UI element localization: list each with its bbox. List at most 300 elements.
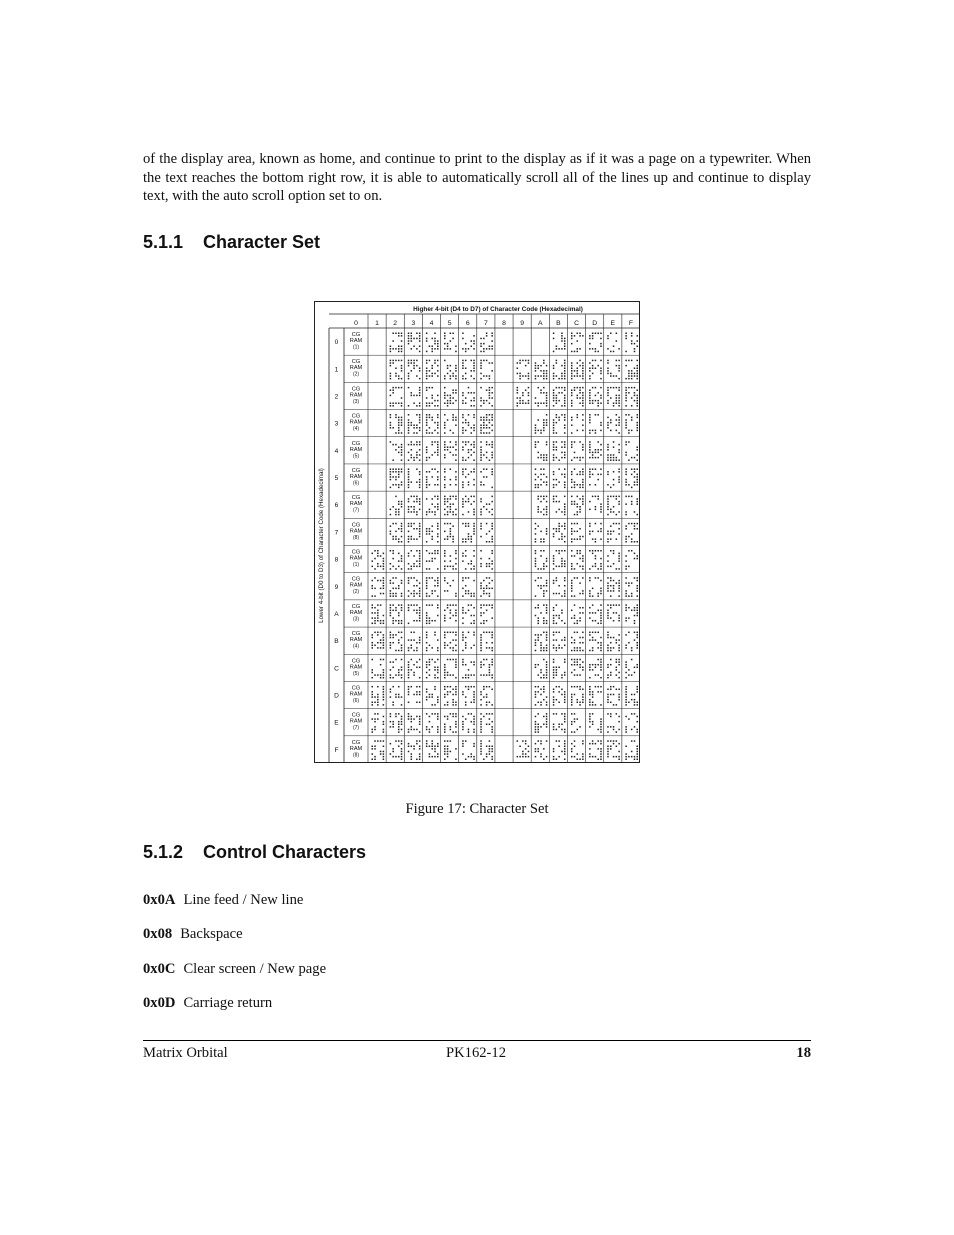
glyph-cell: [462, 577, 475, 597]
glyph-dot: [455, 476, 457, 478]
glyph-dot: [571, 702, 573, 704]
glyph-dot: [535, 402, 537, 404]
glyph-dot: [411, 506, 413, 508]
glyph-dot: [564, 362, 566, 364]
glyph-dot: [589, 694, 591, 696]
glyph-dot: [600, 661, 602, 663]
glyph-dot: [491, 674, 493, 676]
glyph-dot: [625, 759, 627, 761]
glyph-dot: [595, 756, 597, 758]
section-number: 5.1.1: [143, 232, 184, 252]
glyph-dot: [450, 604, 452, 606]
glyph-dot: [372, 560, 374, 562]
glyph-dot: [483, 659, 485, 661]
glyph-dot: [465, 686, 467, 688]
glyph-dot: [377, 610, 379, 612]
glyph-dot: [597, 610, 599, 612]
glyph-dot: [468, 536, 470, 538]
glyph-dot: [577, 506, 579, 508]
glyph-dot: [540, 702, 542, 704]
glyph-dot: [556, 713, 558, 715]
glyph-cell: [589, 523, 602, 543]
glyph-dot: [434, 669, 436, 671]
glyph-dot: [390, 345, 392, 347]
glyph-dot: [444, 468, 446, 470]
glyph-dot: [631, 550, 633, 552]
glyph-dot: [480, 441, 482, 443]
glyph-dot: [468, 593, 470, 595]
glyph-dot: [577, 553, 579, 555]
glyph-dot: [437, 585, 439, 587]
glyph-dot: [528, 378, 530, 380]
glyph-dot: [607, 348, 609, 350]
glyph-dot: [429, 595, 431, 597]
glyph-dot: [408, 509, 410, 511]
glyph-dot: [579, 360, 581, 362]
glyph-dot: [600, 612, 602, 614]
glyph-dot: [434, 496, 436, 498]
glyph-dot: [582, 474, 584, 476]
glyph-dot: [628, 484, 630, 486]
glyph-dot: [465, 590, 467, 592]
glyph-dot: [595, 387, 597, 389]
glyph-dot: [489, 402, 491, 404]
glyph-dot: [426, 746, 428, 748]
glyph-dot: [610, 659, 612, 661]
glyph-dot: [437, 528, 439, 530]
glyph-dot: [455, 459, 457, 461]
glyph-dot: [543, 563, 545, 565]
glyph-dot: [437, 417, 439, 419]
glyph-dot: [398, 566, 400, 568]
glyph-dot: [631, 729, 633, 731]
glyph-dot: [450, 378, 452, 380]
glyph-dot: [465, 422, 467, 424]
glyph-dot: [452, 536, 454, 538]
cgram-label: CG: [351, 712, 361, 719]
glyph-dot: [419, 402, 421, 404]
glyph-dot: [607, 604, 609, 606]
glyph-dot: [537, 623, 539, 625]
glyph-dot: [540, 501, 542, 503]
glyph-dot: [589, 501, 591, 503]
glyph-dot: [471, 496, 473, 498]
glyph-dot: [489, 582, 491, 584]
glyph-cell: [390, 468, 403, 488]
column-label: 5: [447, 320, 452, 327]
glyph-dot: [491, 677, 493, 679]
glyph-dot: [582, 501, 584, 503]
glyph-dot: [489, 375, 491, 377]
glyph-dot: [489, 718, 491, 720]
glyph-dot: [473, 484, 475, 486]
glyph-dot: [543, 481, 545, 483]
glyph-dot: [634, 667, 636, 669]
glyph-dot: [437, 743, 439, 745]
glyph-dot: [416, 501, 418, 503]
glyph-dot: [426, 612, 428, 614]
glyph-dot: [564, 637, 566, 639]
glyph-dot: [589, 446, 591, 448]
glyph-dot: [480, 528, 482, 530]
glyph-dot: [600, 338, 602, 340]
glyph-dot: [392, 726, 394, 728]
glyph-dot: [390, 474, 392, 476]
glyph-dot: [546, 669, 548, 671]
glyph-dot: [613, 740, 615, 742]
glyph-dot: [525, 360, 527, 362]
glyph-dot: [535, 566, 537, 568]
glyph-dot: [455, 759, 457, 761]
glyph-cell: [390, 686, 403, 706]
glyph-dot: [480, 563, 482, 565]
glyph-dot: [398, 650, 400, 652]
glyph-dot: [553, 479, 555, 481]
glyph-dot: [444, 378, 446, 380]
glyph-dot: [426, 333, 428, 335]
glyph-dot: [444, 360, 446, 362]
glyph-dot: [480, 645, 482, 647]
glyph-dot: [437, 550, 439, 552]
glyph-dot: [589, 430, 591, 432]
glyph-dot: [431, 536, 433, 538]
glyph-dot: [486, 333, 488, 335]
glyph-dot: [634, 468, 636, 470]
glyph-dot: [489, 566, 491, 568]
glyph-dot: [462, 457, 464, 459]
glyph-dot: [462, 634, 464, 636]
glyph-dot: [600, 610, 602, 612]
cgram-label: CG: [351, 332, 361, 338]
glyph-dot: [429, 560, 431, 562]
glyph-dot: [553, 617, 555, 619]
glyph-dot: [426, 637, 428, 639]
glyph-dot: [610, 746, 612, 748]
glyph-dot: [437, 441, 439, 443]
glyph-dot: [625, 726, 627, 728]
glyph-dot: [519, 362, 521, 364]
glyph-dot: [574, 375, 576, 377]
row-label: 9: [334, 583, 339, 591]
glyph-dot: [625, 617, 627, 619]
cgram-index: (5): [352, 670, 360, 677]
glyph-dot: [582, 446, 584, 448]
glyph-dot: [592, 402, 594, 404]
glyph-dot: [577, 623, 579, 625]
glyph-dot: [401, 593, 403, 595]
glyph-dot: [462, 664, 464, 666]
glyph-cell: [372, 740, 385, 760]
cgram-label: RAM: [349, 745, 363, 752]
glyph-dot: [392, 389, 394, 391]
glyph-dot: [429, 360, 431, 362]
glyph-dot: [564, 639, 566, 641]
glyph-dot: [556, 550, 558, 552]
glyph-dot: [383, 637, 385, 639]
glyph-dot: [574, 623, 576, 625]
glyph-dot: [431, 367, 433, 369]
glyph-dot: [543, 375, 545, 377]
glyph-dot: [634, 759, 636, 761]
glyph-dot: [582, 335, 584, 337]
glyph-dot: [462, 753, 464, 755]
glyph-dot: [468, 387, 470, 389]
glyph-dot: [589, 713, 591, 715]
glyph-dot: [634, 541, 636, 543]
glyph-dot: [426, 620, 428, 622]
glyph-dot: [411, 424, 413, 426]
glyph-dot: [571, 441, 573, 443]
glyph-dot: [637, 335, 639, 337]
column-label: 8: [502, 320, 506, 327]
glyph-dot: [607, 674, 609, 676]
glyph-dot: [483, 400, 485, 402]
glyph-dot: [625, 452, 627, 454]
glyph-dot: [600, 538, 602, 540]
cgram-label: CG: [351, 359, 361, 366]
glyph-dot: [625, 468, 627, 470]
glyph-dot: [401, 718, 403, 720]
glyph-dot: [592, 468, 594, 470]
glyph-dot: [480, 338, 482, 340]
glyph-dot: [582, 699, 584, 701]
glyph-dot: [582, 607, 584, 609]
glyph-dot: [561, 677, 563, 679]
glyph-cell: [625, 740, 638, 760]
glyph-dot: [408, 553, 410, 555]
glyph-dot: [519, 397, 521, 399]
glyph-dot: [537, 604, 539, 606]
glyph-dot: [595, 484, 597, 486]
glyph-dot: [553, 558, 555, 560]
glyph-dot: [390, 582, 392, 584]
glyph-dot: [571, 751, 573, 753]
glyph-dot: [480, 694, 482, 696]
glyph-dot: [455, 441, 457, 443]
glyph-dot: [489, 345, 491, 347]
glyph-dot: [553, 748, 555, 750]
glyph-dot: [426, 713, 428, 715]
glyph-dot: [411, 348, 413, 350]
glyph-dot: [426, 432, 428, 434]
glyph-dot: [592, 566, 594, 568]
glyph-dot: [408, 590, 410, 592]
glyph-dot: [426, 459, 428, 461]
glyph-dot: [390, 593, 392, 595]
glyph-dot: [595, 333, 597, 335]
glyph-dot: [491, 387, 493, 389]
glyph-dot: [416, 580, 418, 582]
glyph-dot: [462, 637, 464, 639]
glyph-dot: [564, 585, 566, 587]
glyph-dot: [450, 533, 452, 535]
glyph-dot: [401, 348, 403, 350]
glyph-dot: [579, 459, 581, 461]
glyph-cell: [571, 333, 584, 353]
glyph-dot: [561, 387, 563, 389]
glyph-dot: [416, 647, 418, 649]
glyph-dot: [556, 400, 558, 402]
glyph-dot: [471, 560, 473, 562]
glyph-dot: [589, 417, 591, 419]
glyph-dot: [546, 496, 548, 498]
glyph-dot: [561, 639, 563, 641]
glyph-dot: [390, 471, 392, 473]
glyph-dot: [429, 509, 431, 511]
glyph-dot: [625, 496, 627, 498]
glyph-dot: [558, 756, 560, 758]
glyph-dot: [637, 590, 639, 592]
glyph-dot: [411, 441, 413, 443]
glyph-dot: [625, 424, 627, 426]
glyph-dot: [401, 501, 403, 503]
glyph-dot: [455, 449, 457, 451]
glyph-dot: [574, 661, 576, 663]
glyph-dot: [631, 333, 633, 335]
glyph-dot: [556, 729, 558, 731]
glyph-dot: [450, 560, 452, 562]
row-label: 3: [334, 420, 339, 428]
cgram-label: CG: [351, 467, 361, 474]
glyph-dot: [546, 397, 548, 399]
glyph-dot: [618, 756, 620, 758]
glyph-dot: [607, 560, 609, 562]
glyph-dot: [556, 446, 558, 448]
glyph-dot: [452, 333, 454, 335]
glyph-dot: [392, 582, 394, 584]
glyph-dot: [579, 686, 581, 688]
glyph-dot: [431, 756, 433, 758]
glyph-dot: [473, 531, 475, 533]
glyph-dot: [480, 536, 482, 538]
glyph-dot: [491, 348, 493, 350]
glyph-dot: [480, 360, 482, 362]
glyph-dot: [607, 338, 609, 340]
glyph-dot: [374, 748, 376, 750]
glyph-dot: [447, 446, 449, 448]
glyph-dot: [553, 702, 555, 704]
glyph-dot: [483, 716, 485, 718]
glyph-dot: [444, 632, 446, 634]
glyph-dot: [564, 454, 566, 456]
glyph-dot: [392, 637, 394, 639]
glyph-dot: [383, 753, 385, 755]
glyph-dot: [637, 558, 639, 560]
glyph-dot: [390, 661, 392, 663]
glyph-dot: [450, 511, 452, 513]
glyph-dot: [607, 699, 609, 701]
glyph-dot: [398, 432, 400, 434]
glyph-cell: [571, 713, 581, 733]
glyph-dot: [483, 590, 485, 592]
glyph-dot: [600, 664, 602, 666]
glyph-dot: [637, 523, 639, 525]
glyph-dot: [431, 511, 433, 513]
glyph-dot: [592, 333, 594, 335]
glyph-cell: [372, 604, 385, 624]
glyph-dot: [401, 645, 403, 647]
glyph-dot: [610, 538, 612, 540]
glyph-dot: [444, 620, 446, 622]
glyph-dot: [577, 430, 579, 432]
glyph-dot: [582, 759, 584, 761]
glyph-cell: [444, 333, 457, 353]
glyph-dot: [574, 740, 576, 742]
glyph-dot: [486, 419, 488, 421]
glyph-dot: [390, 691, 392, 693]
glyph-dot: [553, 674, 555, 676]
glyph-cell: [553, 740, 566, 760]
glyph-dot: [419, 607, 421, 609]
glyph-dot: [413, 610, 415, 612]
glyph-dot: [374, 718, 376, 720]
glyph-dot: [413, 632, 415, 634]
glyph-cell: [553, 659, 566, 679]
glyph-dot: [401, 696, 403, 698]
glyph-dot: [491, 637, 493, 639]
glyph-dot: [390, 568, 392, 570]
glyph-dot: [577, 661, 579, 663]
glyph-dot: [452, 373, 454, 375]
glyph-dot: [431, 553, 433, 555]
glyph-dot: [480, 726, 482, 728]
glyph-dot: [419, 582, 421, 584]
glyph-dot: [613, 580, 615, 582]
glyph-dot: [390, 395, 392, 397]
glyph-dot: [480, 419, 482, 421]
glyph-dot: [634, 639, 636, 641]
glyph-dot: [419, 523, 421, 525]
glyph-dot: [408, 563, 410, 565]
glyph-dot: [377, 553, 379, 555]
glyph-dot: [571, 446, 573, 448]
glyph-dot: [444, 454, 446, 456]
glyph-dot: [392, 536, 394, 538]
glyph-dot: [589, 721, 591, 723]
glyph-dot: [413, 674, 415, 676]
glyph-dot: [625, 667, 627, 669]
glyph-dot: [600, 731, 602, 733]
glyph-dot: [473, 365, 475, 367]
glyph-cell: [480, 333, 493, 353]
glyph-dot: [437, 541, 439, 543]
glyph-dot: [473, 696, 475, 698]
glyph-dot: [564, 731, 566, 733]
glyph-dot: [480, 459, 482, 461]
glyph-dot: [408, 405, 410, 407]
glyph-dot: [413, 360, 415, 362]
glyph-dot: [628, 702, 630, 704]
glyph-cell: [589, 550, 602, 570]
glyph-dot: [480, 343, 482, 345]
glyph-dot: [597, 729, 599, 731]
glyph-dot: [419, 487, 421, 489]
glyph-dot: [582, 632, 584, 634]
glyph-dot: [450, 647, 452, 649]
cgram-label: RAM: [349, 637, 363, 644]
glyph-dot: [582, 560, 584, 562]
glyph-dot: [416, 716, 418, 718]
glyph-dot: [553, 647, 555, 649]
glyph-dot: [473, 452, 475, 454]
glyph-dot: [431, 558, 433, 560]
glyph-dot: [392, 506, 394, 508]
glyph-dot: [372, 696, 374, 698]
glyph-dot: [380, 555, 382, 557]
glyph-dot: [480, 424, 482, 426]
glyph-dot: [613, 743, 615, 745]
glyph-dot: [426, 604, 428, 606]
